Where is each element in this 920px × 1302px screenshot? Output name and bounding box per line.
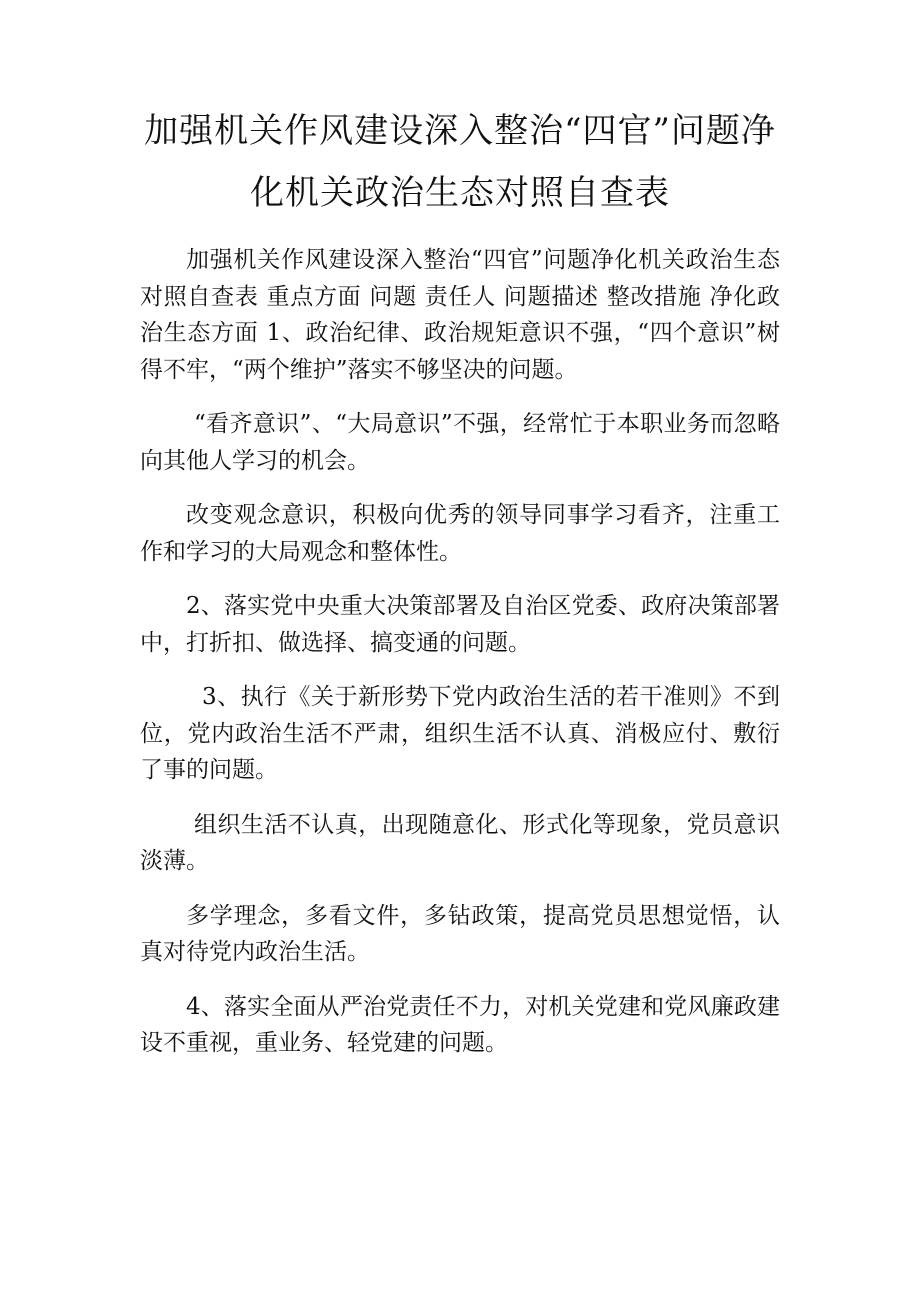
paragraph-item-3: 3、执行《关于新形势下党内政治生活的若干准则》不到位，党内政治生活不严肃，组织生活不认真、消极应付、敷衍了事的问题。 — [140, 684, 780, 783]
document-body — [140, 242, 780, 1080]
paragraph-study-measures: 多学理念，多看文件，多钻政策，提高党员思想觉悟，认真对待党内政治生活。 — [140, 902, 780, 965]
paragraph-organization-life: 组织生活不认真，出现随意化、形式化等现象，党员意识淡薄。 — [140, 811, 780, 874]
document-title: 加强机关作风建设深入整治“四官”问题净化机关政治生态对照自查表 — [144, 111, 776, 213]
paragraph-item-4: 4、落实全面从严治党责任不力，对机关党建和党风廉政建设不重视，重业务、轻党建的问题。 — [140, 993, 780, 1056]
paragraph-problem-description: “看齐意识”、“大局意识”不强，经常忙于本职业务而忽略向其他人学习的机会。 — [140, 411, 780, 474]
paragraph-intro: 加强机关作风建设深入整治“四官”问题净化机关政治生态对照自查表 重点方面 问题 责任人 问题描述 整改措施 净化政治生态方面 1、政治纪律、政治规矩意识不强，“四个意识”树得不牢，“两个维护”落实不够坚决的问题。 — [140, 247, 780, 383]
paragraph-rectification: 改变观念意识，积极向优秀的领导同事学习看齐，注重工作和学习的大局观念和整体性。 — [140, 502, 780, 565]
paragraph-item-2: 2、落实党中央重大决策部署及自治区党委、政府决策部署中，打折扣、做选择、搞变通的问题。 — [140, 593, 780, 656]
